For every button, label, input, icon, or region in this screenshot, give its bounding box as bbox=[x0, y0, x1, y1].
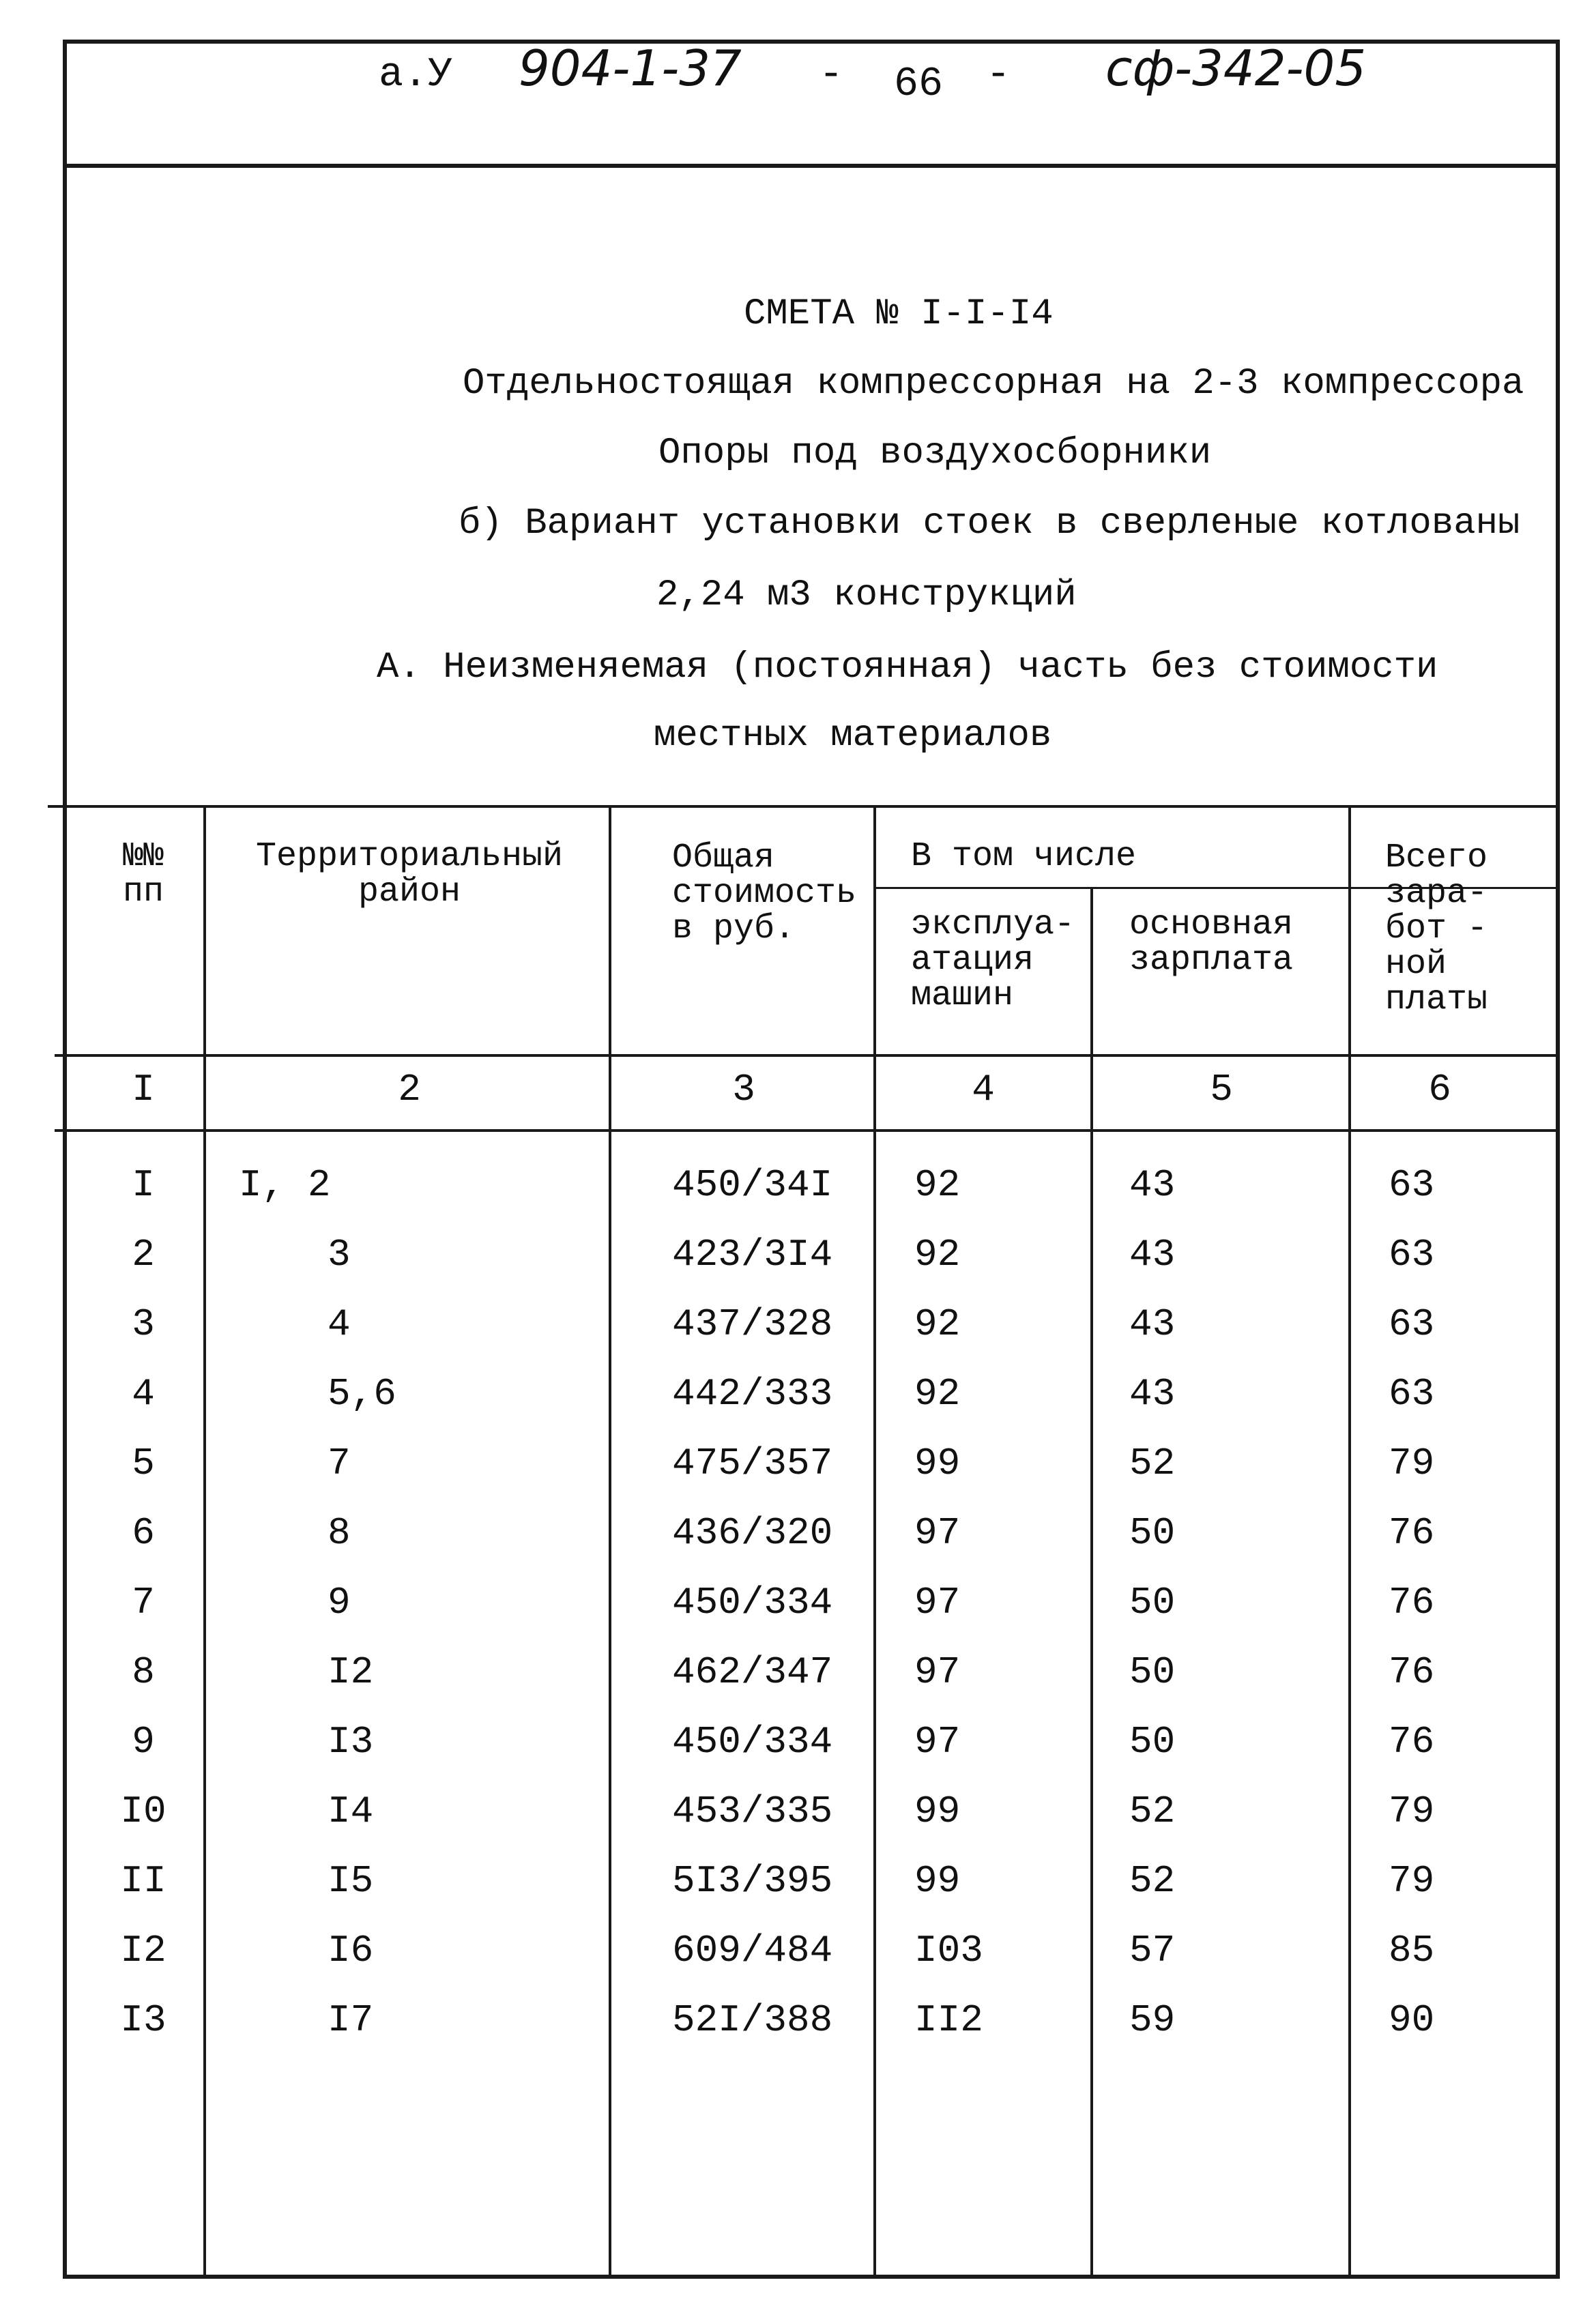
cell-row-number: 5 bbox=[132, 1442, 155, 1485]
column-number: 5 bbox=[1210, 1068, 1233, 1111]
object-name: Отдельностоящая компрессорная на 2-3 компрессора bbox=[463, 363, 1524, 405]
volume-line: 2,24 м3 конструкций bbox=[656, 574, 1077, 616]
cell-base-salary: 43 bbox=[1129, 1163, 1176, 1207]
cell-row-number: I0 bbox=[120, 1790, 166, 1833]
cell-base-salary: 50 bbox=[1129, 1511, 1176, 1555]
cell-district: I, 2 bbox=[239, 1163, 331, 1207]
cell-machine-operation: 97 bbox=[914, 1511, 961, 1555]
cell-district: I3 bbox=[328, 1720, 374, 1764]
cell-total-wages: 79 bbox=[1389, 1859, 1435, 1903]
cell-total-wages: 63 bbox=[1389, 1372, 1435, 1416]
cell-row-number: II bbox=[120, 1859, 166, 1903]
cell-district: 3 bbox=[328, 1233, 351, 1277]
cell-row-number: I2 bbox=[120, 1929, 166, 1972]
cell-machine-operation: 99 bbox=[914, 1859, 961, 1903]
cell-base-salary: 43 bbox=[1129, 1372, 1176, 1416]
cell-total-wages: 79 bbox=[1389, 1442, 1435, 1485]
header-total-cost: Общая стоимость в руб. bbox=[672, 839, 857, 948]
cell-total-wages: 76 bbox=[1389, 1650, 1435, 1694]
cell-district: I7 bbox=[328, 1998, 374, 2042]
cell-total-wages: 79 bbox=[1389, 1790, 1435, 1833]
cell-machine-operation: 92 bbox=[914, 1233, 961, 1277]
cell-total-wages: 76 bbox=[1389, 1581, 1435, 1624]
cell-district: 9 bbox=[328, 1581, 351, 1624]
cell-row-number: 8 bbox=[132, 1650, 155, 1694]
col-divider-4 bbox=[1090, 887, 1093, 2275]
cell-total-cost: 423/3I4 bbox=[672, 1233, 833, 1277]
cell-machine-operation: 99 bbox=[914, 1790, 961, 1833]
cell-row-number: I bbox=[132, 1163, 155, 1207]
cell-district: I5 bbox=[328, 1859, 374, 1903]
col-divider-1 bbox=[203, 805, 206, 2275]
cell-base-salary: 43 bbox=[1129, 1233, 1176, 1277]
header-machine-operation: эксплуа- атация машин bbox=[911, 905, 1075, 1015]
structure-name: Опоры под воздухосборники bbox=[658, 433, 1212, 474]
header-including-group: В том числе bbox=[911, 837, 1137, 876]
col-divider-5 bbox=[1348, 805, 1351, 2275]
colnum-bottom-border bbox=[55, 1129, 1560, 1132]
header-left-label: а.У bbox=[379, 52, 453, 98]
cell-base-salary: 52 bbox=[1129, 1442, 1176, 1485]
col-divider-2 bbox=[609, 805, 611, 2275]
header-dash-left: - bbox=[819, 52, 844, 98]
cell-district: I2 bbox=[328, 1650, 374, 1694]
document-code: 904-1-37 bbox=[519, 40, 742, 97]
table-top-border bbox=[48, 805, 1560, 808]
cell-total-wages: 76 bbox=[1389, 1511, 1435, 1555]
cell-district: 8 bbox=[328, 1511, 351, 1555]
cell-total-cost: 450/34I bbox=[672, 1163, 833, 1207]
cell-total-cost: 52I/388 bbox=[672, 1998, 833, 2042]
cell-row-number: I3 bbox=[120, 1998, 166, 2042]
cell-district: 5,6 bbox=[328, 1372, 396, 1416]
cell-total-cost: 437/328 bbox=[672, 1302, 833, 1346]
cell-base-salary: 50 bbox=[1129, 1720, 1176, 1764]
cell-total-wages: 85 bbox=[1389, 1929, 1435, 1972]
cell-base-salary: 50 bbox=[1129, 1650, 1176, 1694]
column-number: 4 bbox=[972, 1068, 995, 1111]
cell-total-cost: 442/333 bbox=[672, 1372, 833, 1416]
header-base-salary: основная зарплата bbox=[1129, 905, 1294, 980]
col-divider-3 bbox=[873, 805, 876, 2275]
cell-row-number: 9 bbox=[132, 1720, 155, 1764]
column-number: I bbox=[132, 1068, 155, 1111]
cell-row-number: 3 bbox=[132, 1302, 155, 1346]
column-number: 2 bbox=[398, 1068, 421, 1111]
cell-total-wages: 63 bbox=[1389, 1302, 1435, 1346]
cell-total-cost: 450/334 bbox=[672, 1581, 833, 1624]
cell-row-number: 2 bbox=[132, 1233, 155, 1277]
cell-base-salary: 50 bbox=[1129, 1581, 1176, 1624]
cell-total-cost: 436/320 bbox=[672, 1511, 833, 1555]
sheet-code: сф-342-05 bbox=[1105, 40, 1367, 97]
cell-machine-operation: 92 bbox=[914, 1302, 961, 1346]
cell-base-salary: 57 bbox=[1129, 1929, 1176, 1972]
header-total-wages: Всего зара- бот - ной платы bbox=[1385, 839, 1488, 1019]
cell-row-number: 6 bbox=[132, 1511, 155, 1555]
column-number: 6 bbox=[1428, 1068, 1451, 1111]
cell-machine-operation: 97 bbox=[914, 1650, 961, 1694]
column-number: 3 bbox=[732, 1068, 755, 1111]
cell-total-cost: 450/334 bbox=[672, 1720, 833, 1764]
cell-machine-operation: 97 bbox=[914, 1581, 961, 1624]
cell-machine-operation: I03 bbox=[914, 1929, 983, 1972]
cell-total-cost: 475/357 bbox=[672, 1442, 833, 1485]
cell-total-wages: 63 bbox=[1389, 1163, 1435, 1207]
page-number: 66 bbox=[894, 61, 944, 108]
cell-machine-operation: II2 bbox=[914, 1998, 983, 2042]
cell-base-salary: 52 bbox=[1129, 1790, 1176, 1833]
cell-base-salary: 52 bbox=[1129, 1859, 1176, 1903]
cell-total-cost: 462/347 bbox=[672, 1650, 833, 1694]
cell-total-cost: 5I3/395 bbox=[672, 1859, 833, 1903]
cell-district: I6 bbox=[328, 1929, 374, 1972]
header-bottom-border bbox=[55, 1054, 1560, 1057]
cell-total-cost: 453/335 bbox=[672, 1790, 833, 1833]
cell-base-salary: 43 bbox=[1129, 1302, 1176, 1346]
cell-total-wages: 63 bbox=[1389, 1233, 1435, 1277]
cell-row-number: 4 bbox=[132, 1372, 155, 1416]
cell-base-salary: 59 bbox=[1129, 1998, 1176, 2042]
estimate-title: СМЕТА № I-I-I4 bbox=[744, 293, 1054, 335]
cell-district: I4 bbox=[328, 1790, 374, 1833]
cell-machine-operation: 97 bbox=[914, 1720, 961, 1764]
cell-total-wages: 90 bbox=[1389, 1998, 1435, 2042]
header-territorial-district: Территориальный район bbox=[255, 837, 564, 912]
cell-total-wages: 76 bbox=[1389, 1720, 1435, 1764]
section-title-continued: местных материалов bbox=[654, 715, 1052, 757]
cell-row-number: 7 bbox=[132, 1581, 155, 1624]
cell-district: 4 bbox=[328, 1302, 351, 1346]
cell-machine-operation: 92 bbox=[914, 1372, 961, 1416]
cell-district: 7 bbox=[328, 1442, 351, 1485]
header-row-number: №№ пп bbox=[122, 837, 164, 912]
cell-machine-operation: 99 bbox=[914, 1442, 961, 1485]
section-title: А. Неизменяемая (постоянная) часть без стоимости bbox=[377, 647, 1438, 688]
variant-line: б) Вариант установки стоек в сверленые котлованы bbox=[459, 503, 1520, 544]
cell-machine-operation: 92 bbox=[914, 1163, 961, 1207]
cell-total-cost: 609/484 bbox=[672, 1929, 833, 1972]
header-dash-right: - bbox=[986, 52, 1011, 98]
